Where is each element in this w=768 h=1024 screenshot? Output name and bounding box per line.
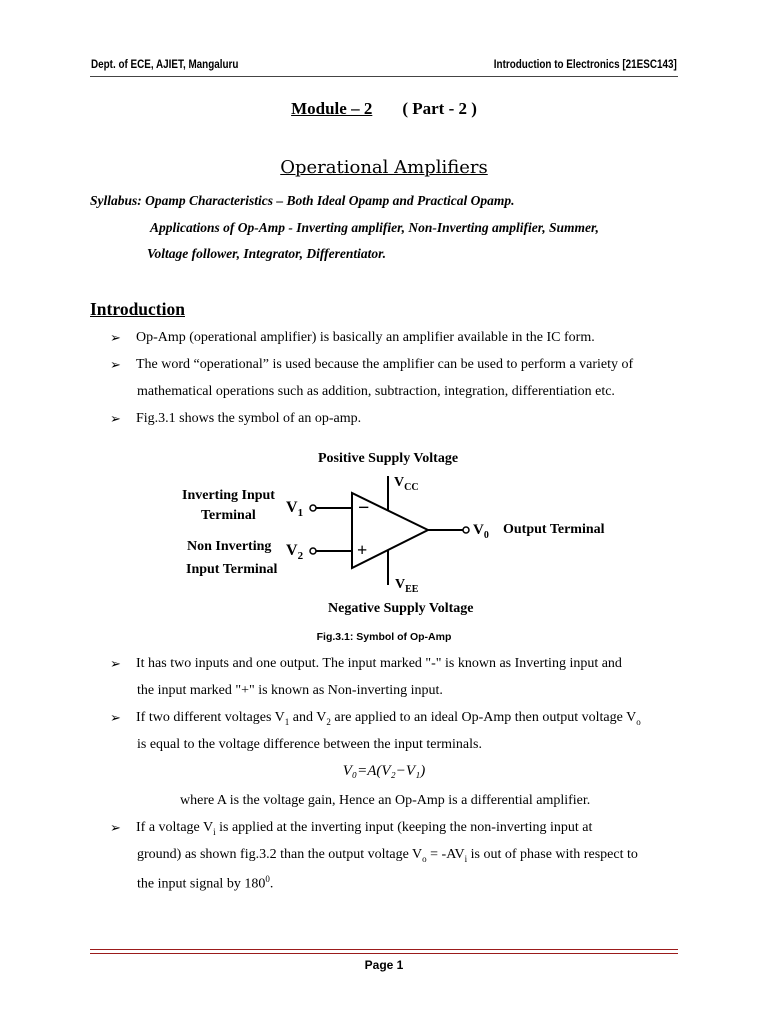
module-part: ( Part - 2 ) (402, 99, 477, 118)
bullet-item: ➢ Fig.3.1 shows the symbol of an op-amp. (114, 411, 361, 427)
noninverting-input-label-2: Input Terminal (186, 562, 278, 577)
bullet-item: ➢ Op-Amp (operational amplifier) is basically an amplifier available in the IC form. (114, 330, 595, 346)
bullet-continuation: is equal to the voltage difference between the input terminals. (137, 737, 482, 752)
bullet-item: ➢ It has two inputs and one output. The input marked "-" is known as Inverting input and (114, 656, 622, 672)
plus-sign: + (357, 540, 368, 560)
module-label: Module – 2 (291, 99, 373, 118)
header-divider (90, 76, 678, 77)
bullet-continuation: mathematical operations such as addition, subtraction, integration, differentiation etc. (137, 384, 615, 399)
positive-supply-label: Positive Supply Voltage (318, 451, 459, 466)
figure-caption: Fig.3.1: Symbol of Op-Amp (316, 631, 452, 643)
bullet-item: ➢ The word “operational” is used because the amplifier can be used to perform a variety of (114, 357, 633, 373)
noninverting-input-label-1: Non Inverting (187, 539, 272, 554)
v2-label: $V_2$ (286, 542, 304, 562)
bullet-item: ➢ If two different voltages $V_1$ and $V_2$ are applied to an ideal Op-Amp then output voltage $V_o$ (114, 710, 641, 727)
footer-divider (90, 949, 678, 950)
page-title: Operational Amplifiers (280, 157, 488, 178)
header-department: Dept. of ECE, AJIET, Mangaluru (91, 59, 239, 71)
op-amp-symbol-diagram (170, 440, 630, 620)
bullet-continuation: ground) as shown fig.3.2 than the output voltage $V_o = -AV_i$ is out of phase with respect to (137, 847, 638, 864)
differential-equation: V₀=A(V₂−V₁) (342, 763, 426, 779)
module-heading (0, 99, 768, 119)
syllabus-line-1: Syllabus: Opamp Characteristics – Both Ideal Opamp and Practical Opamp. (90, 193, 515, 208)
v1-label: $V_1$ (286, 499, 304, 519)
bullet-continuation: the input signal by $180^0$. (137, 874, 274, 892)
vcc-label: $V_{CC}$ (394, 475, 419, 493)
syllabus-line-3: Voltage follower, Integrator, Differentiator. (147, 246, 387, 261)
page-number: Page 1 (364, 958, 404, 972)
inverting-input-label-1: Inverting Input (182, 488, 275, 503)
output-terminal-label: Output Terminal (503, 522, 605, 537)
footer-divider-thin (90, 953, 678, 954)
output-terminal-dot (463, 527, 469, 533)
vee-label: $V_{EE}$ (395, 577, 419, 595)
inverting-input-label-2: Terminal (201, 508, 256, 523)
syllabus-line-2: Applications of Op-Amp - Inverting amplifier, Non-Inverting amplifier, Summer, (150, 220, 599, 235)
negative-supply-label: Negative Supply Voltage (328, 601, 474, 616)
equation-explanation: where A is the voltage gain, Hence an Op-Amp is a differential amplifier. (180, 793, 591, 808)
bullet-item: ➢ If a voltage $V_i$ is applied at the inverting input (keeping the non-inverting input at (114, 820, 592, 837)
v2-terminal-dot (310, 548, 316, 554)
v1-terminal-dot (310, 505, 316, 511)
bullet-continuation: the input marked "+" is known as Non-inverting input. (137, 683, 443, 698)
minus-sign: − (358, 497, 370, 519)
vo-label: $V_0$ (473, 522, 489, 541)
header-course: Introduction to Electronics [21ESC143] (493, 59, 677, 71)
section-heading-introduction: Introduction (90, 299, 185, 319)
